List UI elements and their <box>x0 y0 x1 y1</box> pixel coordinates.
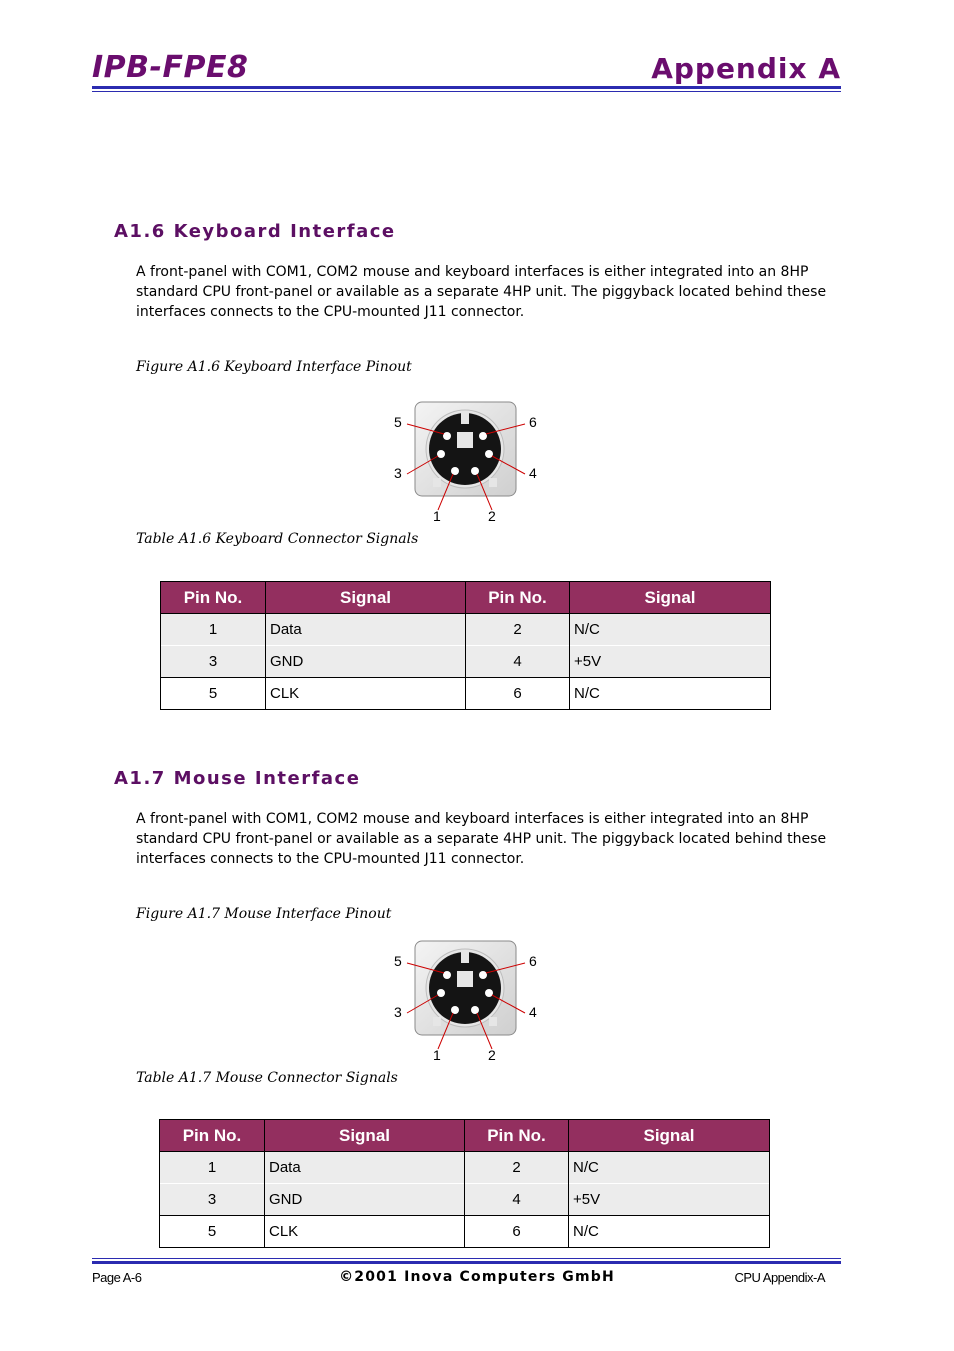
table-cell: 5 <box>160 1216 265 1248</box>
paragraph-line: interfaces connects to the CPU-mounted J11 connector. <box>136 851 525 867</box>
footer-document-id: CPU Appendix-A <box>734 1270 825 1285</box>
table-cell: 4 <box>466 646 570 678</box>
table-cell: GND <box>265 1184 465 1216</box>
document-section-title: Appendix A <box>651 52 841 85</box>
table-row <box>161 646 771 678</box>
table-header-row <box>160 1120 770 1152</box>
footer-copyright: ©2001 Inova Computers GmbH <box>339 1269 615 1285</box>
col-header-signal: Signal <box>265 1120 465 1152</box>
table-row <box>160 1216 770 1248</box>
mouse-signal-table <box>159 1119 770 1248</box>
col-header-pin: Pin No. <box>466 582 570 614</box>
pin-label-1: 1 <box>433 508 441 524</box>
pin-label-5: 5 <box>394 953 402 969</box>
table-cell: 3 <box>161 646 266 678</box>
table-cell: CLK <box>265 1216 465 1248</box>
document-product-title: IPB-FPE8 <box>92 50 249 85</box>
table-cell: 1 <box>161 614 266 646</box>
table-row <box>161 678 771 710</box>
table-cell: N/C <box>570 678 771 710</box>
table-cell: Data <box>266 614 466 646</box>
mouse-pinout-diagram <box>380 937 540 1069</box>
col-header-signal: Signal <box>266 582 466 614</box>
table-caption-mouse: Table A1.7 Mouse Connector Signals <box>136 1070 398 1086</box>
table-caption-keyboard: Table A1.6 Keyboard Connector Signals <box>136 531 419 547</box>
table-cell: 4 <box>465 1184 569 1216</box>
pin-label-4: 4 <box>529 1004 537 1020</box>
table-cell: N/C <box>569 1216 770 1248</box>
table-row <box>161 614 771 646</box>
footer-rule-thick <box>92 1261 841 1264</box>
header-rule-thin <box>92 91 841 92</box>
table-header-row <box>161 582 771 614</box>
pin-label-5: 5 <box>394 414 402 430</box>
section-heading-keyboard: A1.6 Keyboard Interface <box>114 221 396 242</box>
table-row <box>160 1184 770 1216</box>
header-rule-thick <box>92 86 841 89</box>
col-header-pin: Pin No. <box>160 1120 265 1152</box>
col-header-pin: Pin No. <box>465 1120 569 1152</box>
pin-label-4: 4 <box>529 465 537 481</box>
table-cell: CLK <box>266 678 466 710</box>
pin-label-3: 3 <box>394 1004 402 1020</box>
pin-label-3: 3 <box>394 465 402 481</box>
footer-rule-thin <box>92 1258 841 1259</box>
table-cell: 5 <box>161 678 266 710</box>
pin-label-6: 6 <box>529 414 537 430</box>
pin-label-2: 2 <box>488 1047 496 1063</box>
table-row <box>160 1152 770 1184</box>
col-header-signal: Signal <box>570 582 771 614</box>
table-cell: 2 <box>466 614 570 646</box>
keyboard-signal-table <box>160 581 771 710</box>
pin-label-6: 6 <box>529 953 537 969</box>
table-cell: 2 <box>465 1152 569 1184</box>
table-cell: GND <box>266 646 466 678</box>
table-cell: +5V <box>569 1184 770 1216</box>
pin-label-1: 1 <box>433 1047 441 1063</box>
paragraph-line: standard CPU front-panel or available as a separate 4HP unit. The piggyback located behind these <box>136 831 827 847</box>
table-cell: 1 <box>160 1152 265 1184</box>
section-paragraph-keyboard <box>136 262 836 322</box>
table-cell: 3 <box>160 1184 265 1216</box>
paragraph-line: A front-panel with COM1, COM2 mouse and keyboard interfaces is either integrated into an 8HP <box>136 264 809 280</box>
table-cell: 6 <box>466 678 570 710</box>
mini-din-connector-icon <box>380 398 540 530</box>
table-cell: N/C <box>570 614 771 646</box>
col-header-pin: Pin No. <box>161 582 266 614</box>
paragraph-line: A front-panel with COM1, COM2 mouse and keyboard interfaces is either integrated into an 8HP <box>136 811 809 827</box>
table-cell: 6 <box>465 1216 569 1248</box>
table-cell: Data <box>265 1152 465 1184</box>
keyboard-pinout-diagram <box>380 398 540 530</box>
pin-label-2: 2 <box>488 508 496 524</box>
table-cell: +5V <box>570 646 771 678</box>
section-heading-mouse: A1.7 Mouse Interface <box>114 768 361 789</box>
paragraph-line: interfaces connects to the CPU-mounted J11 connector. <box>136 304 525 320</box>
section-paragraph-mouse <box>136 809 836 869</box>
figure-caption-keyboard: Figure A1.6 Keyboard Interface Pinout <box>136 359 412 375</box>
table-cell: N/C <box>569 1152 770 1184</box>
mini-din-connector-icon <box>380 937 540 1069</box>
col-header-signal: Signal <box>569 1120 770 1152</box>
footer-page-number: Page A-6 <box>92 1270 142 1285</box>
figure-caption-mouse: Figure A1.7 Mouse Interface Pinout <box>136 906 392 922</box>
paragraph-line: standard CPU front-panel or available as a separate 4HP unit. The piggyback located behind these <box>136 284 827 300</box>
